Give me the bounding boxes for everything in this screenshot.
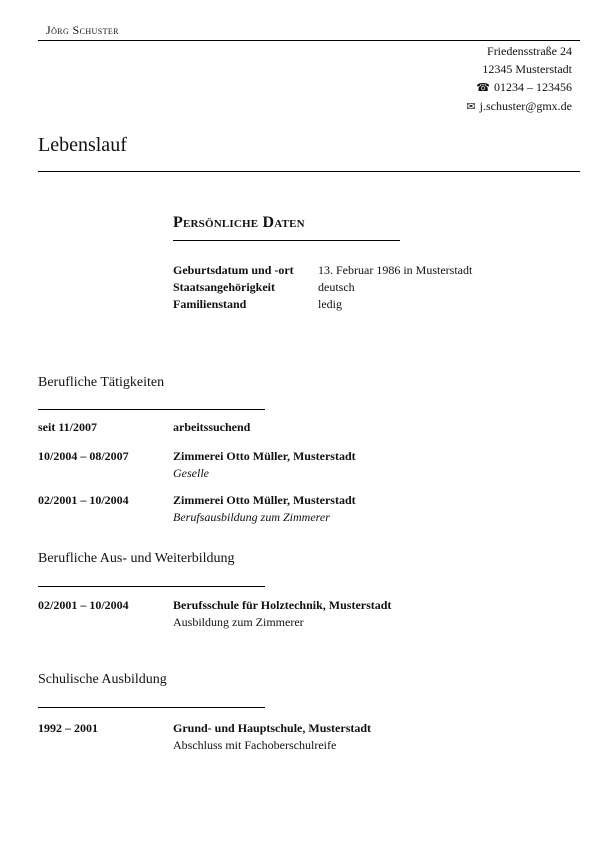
document-title: Lebenslauf bbox=[38, 134, 127, 156]
work-list bbox=[38, 419, 578, 529]
training-list bbox=[38, 597, 578, 637]
personal-value: 13. Februar 1986 in Musterstadt bbox=[318, 263, 473, 277]
work-heading: Berufliche Tätigkeiten bbox=[38, 375, 165, 390]
personal-label: Familienstand bbox=[173, 297, 247, 311]
header-rule bbox=[38, 40, 580, 41]
address-email[interactable] bbox=[466, 97, 572, 116]
entry-date: 10/2004 – 08/2007 bbox=[38, 449, 129, 463]
training-rule bbox=[38, 586, 265, 587]
entry-desc bbox=[173, 720, 371, 754]
address-block bbox=[466, 42, 572, 116]
personal-value: deutsch bbox=[318, 280, 355, 294]
personal-label: Geburtsdatum und -ort bbox=[173, 263, 294, 277]
phone-icon: ☎ bbox=[476, 82, 490, 94]
title-rule bbox=[38, 171, 580, 172]
entry-title: Zimmerei Otto Müller, Musterstadt bbox=[173, 493, 356, 507]
address-city: 12345 Musterstadt bbox=[482, 62, 572, 76]
personal-table bbox=[173, 262, 573, 322]
email-address[interactable]: j.schuster@gmx.de bbox=[479, 99, 572, 113]
personal-heading: Persönliche Daten bbox=[173, 214, 305, 231]
school-list bbox=[38, 720, 578, 760]
personal-label: Staatsangehörigkeit bbox=[173, 280, 275, 294]
entry-subtitle: Berufsausbildung zum Zimmerer bbox=[173, 510, 330, 524]
entry-desc bbox=[173, 419, 250, 436]
entry-title: Grund- und Hauptschule, Musterstadt bbox=[173, 721, 372, 735]
header-name: Jörg Schuster bbox=[46, 23, 119, 37]
entry-title: Zimmerei Otto Müller, Musterstadt bbox=[173, 449, 356, 463]
address-phone bbox=[466, 78, 572, 97]
entry-desc bbox=[173, 448, 356, 482]
entry-date: seit 11/2007 bbox=[38, 420, 97, 434]
entry-date: 02/2001 – 10/2004 bbox=[38, 493, 129, 507]
entry-date: 02/2001 – 10/2004 bbox=[38, 598, 129, 612]
entry-desc bbox=[173, 492, 356, 526]
entry-date: 1992 – 2001 bbox=[38, 721, 98, 735]
entry-subtitle: Ausbildung zum Zimmerer bbox=[173, 615, 304, 629]
entry-subtitle: Abschluss mit Fachoberschulreife bbox=[173, 738, 337, 752]
personal-rule bbox=[173, 240, 400, 241]
phone-number: 01234 – 123456 bbox=[494, 80, 572, 94]
training-heading: Berufliche Aus- und Weiterbildung bbox=[38, 551, 235, 566]
address-street: Friedensstraße 24 bbox=[487, 44, 572, 58]
entry-desc bbox=[173, 597, 391, 631]
work-rule bbox=[38, 409, 265, 410]
school-rule bbox=[38, 707, 265, 708]
school-heading: Schulische Ausbildung bbox=[38, 672, 167, 687]
entry-title: arbeitssuchend bbox=[173, 420, 251, 434]
entry-title: Berufsschule für Holztechnik, Musterstadt bbox=[173, 598, 392, 612]
personal-value: ledig bbox=[318, 297, 342, 311]
envelope-icon: ✉ bbox=[466, 101, 476, 113]
entry-subtitle: Geselle bbox=[173, 466, 209, 480]
